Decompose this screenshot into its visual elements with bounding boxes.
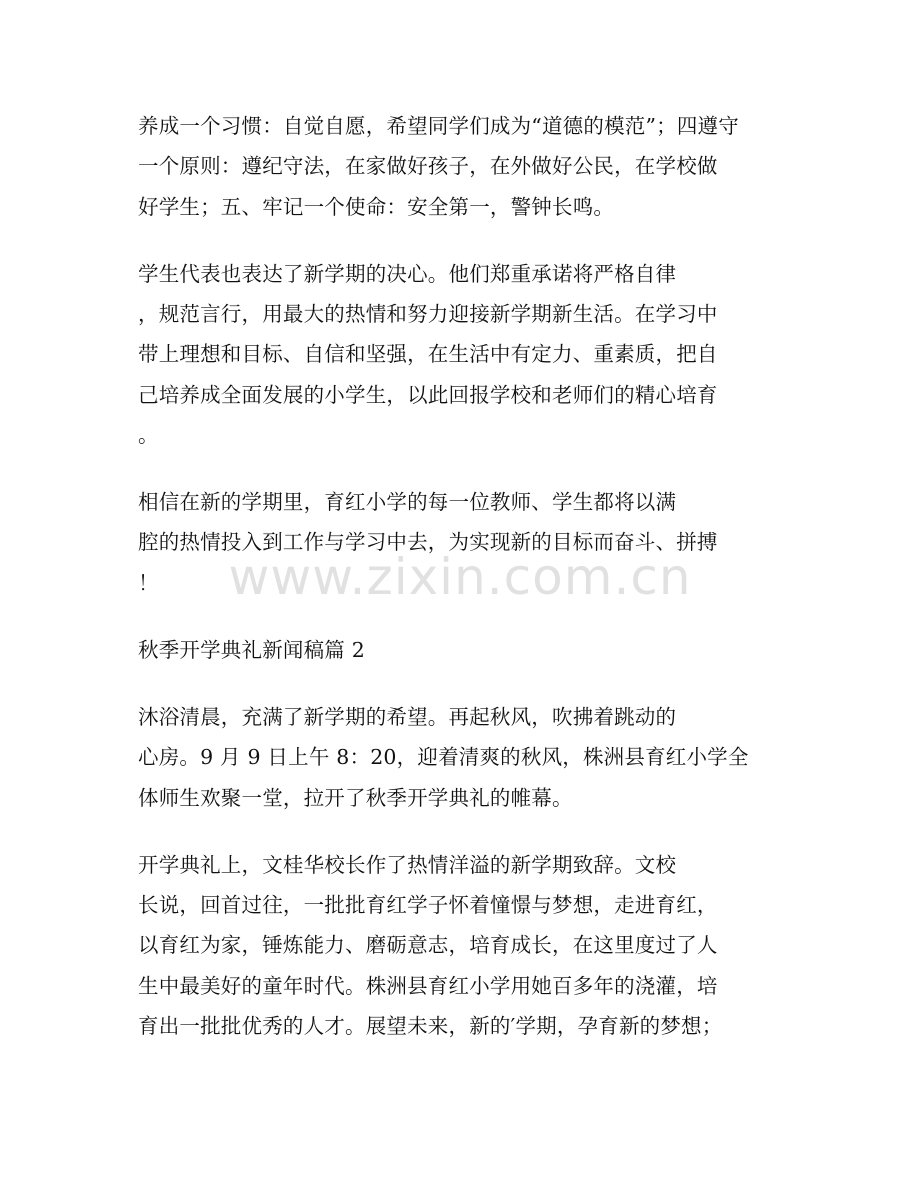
text-line: 长说，回首过往，一批批育红学子怀着憧憬与梦想，走进育红， [138,893,718,917]
text-line: 己培养成全面发展的小学生，以此回报学校和老师们的精心培育 [138,383,718,407]
text-line: 一个原则：遵纪守法，在家做好孩子，在外做好公民，在学校做 [138,154,718,178]
text-line: 。 [138,423,159,447]
text-line: ！ [138,571,159,595]
text-line: 体师生欢聚一堂，拉开了秋季开学典礼的帷幕。 [138,786,573,810]
text-line: 心房。9 月 9 日上午 8：20，迎着清爽的秋风，株洲县育红小学全 [138,745,749,769]
text-line: 相信在新的学期里，育红小学的每一位教师、学生都将以满 [138,490,677,514]
section-heading: 秋季开学典礼新闻稿篇 2 [138,638,365,662]
text-line: ，规范言行，用最大的热情和努力迎接新学期新生活。在学习中 [138,302,718,326]
text-line: 以育红为家，锤炼能力、磨砺意志，培育成长，在这里度过了人 [138,933,718,957]
text-line: 生中最美好的童年时代。株洲县育红小学用她百多年的浇灌，培 [138,974,718,998]
text-line: 好学生；五、牢记一个使命：安全第一，警钟长鸣。 [138,195,615,219]
text-line: 带上理想和目标、自信和坚强，在生活中有定力、重素质，把自 [138,342,718,366]
watermark: www.zixin.com.cn [228,548,692,606]
text-line: 学生代表也表达了新学期的决心。他们郑重承诺将严格自律 [138,262,677,286]
text-line: 开学典礼上，文桂华校长作了热情洋溢的新学期致辞。文校 [138,853,677,877]
text-line: 腔的热情投入到工作与学习中去，为实现新的目标而奋斗、拼搏 [138,530,718,554]
text-line: 育出一批批优秀的人才。展望未来，新的′学期，孕育新的梦想； [138,1014,723,1038]
text-line: 养成一个习惯：自觉自愿，希望同学们成为“道德的模范”；四遵守 [138,114,739,138]
text-line: 沐浴清晨，充满了新学期的希望。再起秋风，吹拂着跳动的 [138,705,677,729]
